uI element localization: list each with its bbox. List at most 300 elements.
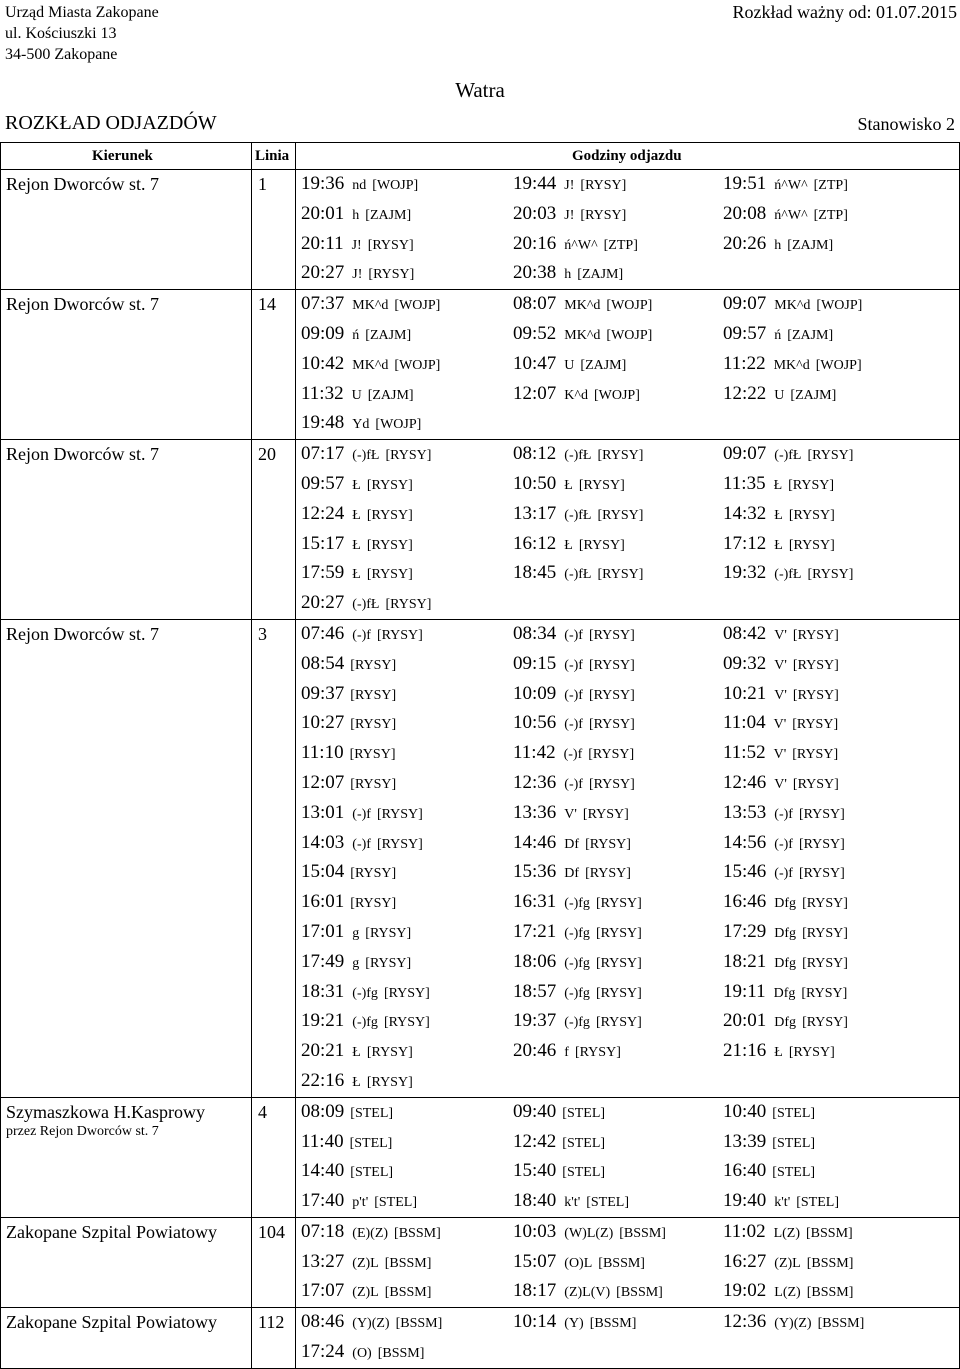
operator-code: [STEL] bbox=[562, 1135, 606, 1151]
departure-time: 19:32 bbox=[723, 562, 767, 584]
departure-time: 20:27 bbox=[301, 262, 345, 284]
operator-code: [RYSY] bbox=[350, 866, 397, 882]
departure-time: 16:27 bbox=[723, 1250, 767, 1272]
departure-row bbox=[0, 948, 960, 978]
departure-marks: ń^W^ bbox=[774, 207, 808, 223]
departure bbox=[513, 1040, 621, 1064]
departure-time: 16:40 bbox=[723, 1160, 767, 1182]
departure-marks: g bbox=[352, 955, 360, 971]
operator-code: [RYSY] bbox=[588, 627, 635, 643]
departure-marks: Df bbox=[564, 866, 580, 882]
operator-code: [RYSY] bbox=[792, 657, 839, 673]
departure-time: 20:46 bbox=[513, 1040, 557, 1062]
departure-marks: ń^W^ bbox=[564, 237, 598, 253]
departure-time: 19:02 bbox=[723, 1280, 767, 1302]
operator-code: [ZTP] bbox=[813, 207, 848, 223]
departure-marks: (O)L bbox=[564, 1255, 593, 1271]
operator-code: [RYSY] bbox=[365, 955, 412, 971]
departure bbox=[513, 233, 638, 257]
departure-time: 11:22 bbox=[723, 352, 766, 374]
route-group bbox=[0, 1308, 960, 1369]
departure-row bbox=[0, 589, 960, 619]
operator-code: [WOJP] bbox=[606, 298, 653, 314]
operator-code: [ZAJM] bbox=[577, 267, 624, 283]
departure-marks: (-)f bbox=[352, 836, 371, 852]
operator-code: [STEL] bbox=[374, 1195, 417, 1211]
operator-code: [WOJP] bbox=[372, 178, 419, 193]
route-direction: Rejon Dworców st. 7 bbox=[6, 444, 159, 465]
departure-time: 20:03 bbox=[513, 202, 557, 224]
departure-time: 13:27 bbox=[301, 1250, 345, 1272]
operator-code: [BSSM] bbox=[377, 1346, 425, 1362]
operator-code: [RYSY] bbox=[350, 896, 397, 912]
route-direction: Rejon Dworców st. 7 bbox=[6, 174, 159, 194]
departure-marks: L(Z) bbox=[774, 1285, 801, 1301]
operator-code: [RYSY] bbox=[798, 836, 845, 852]
departure-time: 12:07 bbox=[301, 771, 345, 793]
departure-marks: (Z)L bbox=[774, 1255, 801, 1271]
operator-code: [ZAJM] bbox=[367, 387, 414, 403]
departure-marks: K^d bbox=[564, 387, 588, 403]
departure-row bbox=[0, 709, 960, 739]
departure-time: 13:53 bbox=[723, 801, 767, 823]
departure bbox=[513, 683, 635, 707]
departure bbox=[301, 1010, 430, 1034]
departure bbox=[513, 981, 642, 1005]
operator-code: [RYSY] bbox=[588, 747, 635, 763]
line-number: 104 bbox=[258, 1221, 285, 1242]
departure bbox=[723, 861, 845, 885]
operator-code: [RYSY] bbox=[595, 985, 642, 1001]
departure bbox=[723, 1190, 839, 1214]
departure bbox=[513, 742, 634, 766]
departure bbox=[301, 473, 413, 497]
departure-time: 09:15 bbox=[513, 652, 557, 674]
departure bbox=[513, 323, 652, 347]
operator-code: [RYSY] bbox=[792, 687, 839, 703]
departure bbox=[723, 1251, 853, 1275]
departure-marks: (Y)(Z) bbox=[352, 1316, 390, 1332]
departure-marks: V' bbox=[773, 747, 787, 763]
departure-marks: h bbox=[352, 207, 360, 223]
departure-marks: ń bbox=[352, 327, 360, 343]
departure bbox=[513, 353, 626, 377]
departure-time: 08:09 bbox=[301, 1100, 345, 1122]
departure-time: 17:59 bbox=[301, 562, 345, 584]
departure-marks: (-)fg bbox=[352, 985, 378, 1001]
departure-marks: Ł bbox=[352, 1074, 361, 1090]
operator-code: [RYSY] bbox=[349, 747, 396, 763]
departure-marks: MK^d bbox=[774, 298, 811, 314]
departure-time: 15:46 bbox=[723, 861, 767, 883]
route-direction: Rejon Dworców st. 7 bbox=[6, 294, 159, 315]
departure bbox=[723, 562, 853, 586]
departure-marks: Ł bbox=[352, 537, 361, 553]
operator-code: [RYSY] bbox=[807, 567, 854, 583]
departure-time: 14:32 bbox=[723, 502, 767, 524]
departure bbox=[513, 533, 625, 557]
departure-row bbox=[0, 1098, 960, 1128]
operator-code: [RYSY] bbox=[802, 1015, 848, 1031]
departure bbox=[301, 712, 396, 736]
departure-marks: Dfg bbox=[774, 955, 797, 971]
departure bbox=[513, 293, 652, 317]
departure-time: 15:04 bbox=[301, 861, 345, 883]
departure-time: 10:40 bbox=[723, 1100, 767, 1122]
line-number: 1 bbox=[258, 174, 267, 194]
departure bbox=[513, 203, 626, 227]
operator-code: [RYSY] bbox=[792, 747, 839, 763]
departure-marks: (E)(Z) bbox=[352, 1225, 389, 1241]
departure-marks: (-)f bbox=[564, 776, 583, 792]
departure-marks: (-)fŁ bbox=[774, 567, 802, 583]
departure-time: 14:46 bbox=[513, 831, 557, 853]
operator-code: [BSSM] bbox=[395, 1316, 443, 1332]
departure-time: 20:11 bbox=[301, 232, 344, 254]
departure bbox=[513, 1280, 663, 1304]
departure-row bbox=[0, 1338, 960, 1368]
departure bbox=[723, 802, 845, 826]
operator-code: [STEL] bbox=[796, 1195, 839, 1211]
operator-code: [RYSY] bbox=[350, 776, 397, 792]
operator-code: [STEL] bbox=[350, 1165, 394, 1181]
office-street: ul. Kościuszki 13 bbox=[5, 25, 117, 42]
departure-row bbox=[0, 1277, 960, 1307]
departure-marks: Ł bbox=[773, 477, 783, 493]
departure bbox=[513, 503, 643, 527]
departure-time: 19:21 bbox=[301, 1010, 345, 1032]
route-via: przez Rejon Dworców st. 7 bbox=[6, 1123, 159, 1139]
departure-time: 11:42 bbox=[513, 742, 556, 764]
departure-time: 11:32 bbox=[301, 382, 344, 404]
departure-time: 18:45 bbox=[513, 562, 557, 584]
departure bbox=[513, 262, 623, 286]
departure bbox=[723, 772, 839, 796]
departure bbox=[301, 592, 431, 616]
departure-marks: (Z)L bbox=[352, 1255, 379, 1271]
departure-time: 14:03 bbox=[301, 831, 345, 853]
departure bbox=[301, 323, 411, 347]
departure bbox=[301, 861, 396, 885]
departure-row bbox=[0, 858, 960, 888]
departure-time: 08:34 bbox=[513, 622, 557, 644]
departure bbox=[301, 951, 411, 975]
departure-row bbox=[0, 559, 960, 589]
departure-time: 20:16 bbox=[513, 232, 557, 254]
operator-code: [RYSY] bbox=[802, 955, 848, 971]
operator-code: [RYSY] bbox=[788, 1045, 835, 1061]
departure-time: 20:08 bbox=[723, 202, 767, 224]
departure-time: 19:44 bbox=[513, 173, 557, 194]
operator-code: [RYSY] bbox=[365, 925, 412, 941]
route-direction: Zakopane Szpital Powiatowy bbox=[6, 1312, 217, 1333]
departure-marks: (-)f bbox=[564, 627, 583, 643]
departure-marks: (-)f bbox=[352, 627, 371, 643]
operator-code: [RYSY] bbox=[580, 178, 627, 193]
departure-time: 08:12 bbox=[513, 443, 557, 465]
departure-marks: (-)fg bbox=[352, 1015, 378, 1031]
operator-code: [RYSY] bbox=[595, 955, 642, 971]
departure-marks: (-)fŁ bbox=[564, 567, 592, 583]
departure-marks: U bbox=[351, 387, 362, 403]
line-number: 3 bbox=[258, 623, 267, 644]
operator-code: [RYSY] bbox=[595, 896, 642, 912]
departure-time: 17:40 bbox=[301, 1190, 345, 1212]
operator-code: [RYSY] bbox=[597, 567, 644, 583]
departure-marks: Ł bbox=[564, 477, 573, 493]
departure-time: 10:03 bbox=[513, 1220, 557, 1242]
operator-code: [RYSY] bbox=[595, 925, 642, 941]
line-number: 4 bbox=[258, 1101, 267, 1122]
departure-marks: (Y) bbox=[564, 1316, 584, 1332]
operator-code: [RYSY] bbox=[368, 267, 415, 283]
operator-code: [BSSM] bbox=[598, 1255, 645, 1271]
departure bbox=[723, 891, 848, 915]
departure-time: 17:12 bbox=[723, 532, 767, 554]
departure-time: 08:42 bbox=[723, 622, 767, 644]
operator-code: [RYSY] bbox=[350, 717, 397, 733]
departure-marks: Ł bbox=[774, 1045, 783, 1061]
operator-code: [RYSY] bbox=[578, 537, 625, 553]
departure-time: 18:31 bbox=[301, 980, 345, 1002]
operator-code: [ZAJM] bbox=[790, 387, 837, 403]
departure-time: 11:40 bbox=[301, 1130, 344, 1152]
departure-marks: (Z)L(V) bbox=[564, 1285, 611, 1301]
line-number: 14 bbox=[258, 294, 276, 315]
departure bbox=[513, 1010, 642, 1034]
operator-code: [RYSY] bbox=[580, 207, 627, 223]
departure bbox=[301, 891, 396, 915]
departure bbox=[723, 1010, 848, 1034]
departure-time: 14:40 bbox=[301, 1160, 345, 1182]
departure-marks: Ł bbox=[352, 567, 361, 583]
departure-marks: k't' bbox=[774, 1195, 791, 1211]
departure-marks: (-)fg bbox=[564, 985, 590, 1001]
departure-time: 18:57 bbox=[513, 980, 557, 1002]
departure-marks: (-)fŁ bbox=[352, 448, 380, 464]
operator-code: [RYSY] bbox=[588, 776, 635, 792]
operator-code: [ZAJM] bbox=[787, 237, 834, 253]
departure-marks: ń^W^ bbox=[774, 178, 808, 193]
departure-time: 09:57 bbox=[301, 472, 345, 494]
departure-marks: (Y)(Z) bbox=[774, 1316, 812, 1332]
departure bbox=[723, 473, 834, 497]
route-group bbox=[0, 1098, 960, 1218]
departure-marks: (-)fŁ bbox=[352, 597, 380, 613]
operator-code: [RYSY] bbox=[802, 896, 848, 912]
operator-code: [RYSY] bbox=[588, 717, 635, 733]
departure bbox=[723, 653, 839, 677]
departure-row bbox=[0, 1007, 960, 1037]
departure-marks: U bbox=[564, 357, 575, 373]
departure-row bbox=[0, 409, 960, 439]
departure-marks: Ł bbox=[564, 537, 573, 553]
departure-time: 12:36 bbox=[723, 1311, 767, 1333]
departure-marks: Ł bbox=[352, 507, 361, 523]
departure-time: 19:48 bbox=[301, 412, 345, 434]
departure bbox=[301, 1070, 413, 1094]
operator-code: [RYSY] bbox=[788, 537, 835, 553]
departure bbox=[301, 1341, 424, 1365]
operator-code: [RYSY] bbox=[802, 925, 848, 941]
departure-row bbox=[0, 620, 960, 650]
departure-marks: g bbox=[352, 925, 360, 941]
operator-code: [WOJP] bbox=[815, 357, 862, 373]
departure-marks: (-)fŁ bbox=[774, 448, 802, 464]
departure-marks: Dfg bbox=[774, 896, 797, 912]
departure-time: 09:09 bbox=[301, 322, 345, 344]
route-group bbox=[0, 620, 960, 1098]
departure-time: 09:07 bbox=[723, 293, 767, 315]
departure bbox=[301, 1280, 431, 1304]
departure-time: 18:17 bbox=[513, 1280, 557, 1302]
departure-marks: (-)fg bbox=[564, 925, 590, 941]
operator-code: [STEL] bbox=[772, 1135, 816, 1151]
departure bbox=[513, 383, 640, 407]
route-group bbox=[0, 290, 960, 440]
departure bbox=[301, 921, 411, 945]
departure-marks: (-)f bbox=[563, 747, 583, 763]
departure-time: 10:47 bbox=[513, 352, 557, 374]
departure-time: 09:40 bbox=[513, 1100, 557, 1122]
operator-code: [STEL] bbox=[772, 1105, 816, 1121]
departure-marks: V' bbox=[774, 776, 787, 792]
departure-time: 19:40 bbox=[723, 1190, 767, 1212]
departure-marks: (-)fŁ bbox=[564, 448, 592, 464]
departure bbox=[301, 412, 421, 436]
departure bbox=[723, 921, 848, 945]
departure-row bbox=[0, 829, 960, 859]
departure bbox=[723, 832, 845, 856]
header-line: Linia bbox=[255, 148, 290, 164]
departure-time: 20:38 bbox=[513, 262, 557, 284]
departure bbox=[301, 653, 396, 677]
departure-time: 08:46 bbox=[301, 1311, 345, 1333]
departure-row bbox=[0, 530, 960, 560]
operator-code: [RYSY] bbox=[798, 866, 845, 882]
departure-row bbox=[0, 799, 960, 829]
departure bbox=[513, 832, 631, 856]
departure-row bbox=[0, 470, 960, 500]
departure-marks: ń bbox=[774, 327, 782, 343]
departure-time: 20:27 bbox=[301, 592, 345, 614]
operator-code: [WOJP] bbox=[606, 327, 653, 343]
departure-marks: L(Z) bbox=[773, 1225, 801, 1241]
operator-code: [RYSY] bbox=[350, 687, 397, 703]
departure-marks: Df bbox=[564, 836, 580, 852]
departure bbox=[301, 353, 440, 377]
departure-row bbox=[0, 739, 960, 769]
departure-time: 10:50 bbox=[513, 472, 557, 494]
departure-time: 17:07 bbox=[301, 1280, 345, 1302]
operator-code: [RYSY] bbox=[366, 1045, 413, 1061]
departure bbox=[513, 772, 635, 796]
operator-code: [BSSM] bbox=[817, 1316, 865, 1332]
operator-code: [RYSY] bbox=[366, 537, 413, 553]
route-direction: Rejon Dworców st. 7 bbox=[6, 623, 159, 644]
operator-code: [BSSM] bbox=[806, 1255, 854, 1271]
office-name: Urząd Miasta Zakopane bbox=[5, 4, 159, 21]
departure-time: 17:21 bbox=[513, 920, 557, 942]
departure-time: 18:40 bbox=[513, 1190, 557, 1212]
operator-code: [RYSY] bbox=[788, 507, 835, 523]
departure-time: 20:21 bbox=[301, 1040, 345, 1062]
stop-name: Watra bbox=[455, 78, 505, 102]
departure-time: 11:02 bbox=[723, 1220, 766, 1242]
departure bbox=[723, 683, 839, 707]
route-direction: Szymaszkowa H.Kasprowy bbox=[6, 1101, 205, 1122]
departure bbox=[513, 1251, 645, 1275]
departure-row bbox=[0, 200, 960, 230]
table-header bbox=[0, 142, 960, 170]
departure bbox=[513, 712, 635, 736]
operator-code: [RYSY] bbox=[788, 477, 835, 493]
departure bbox=[723, 712, 838, 736]
departure-marks: Dfg bbox=[773, 985, 796, 1001]
departure-row bbox=[0, 500, 960, 530]
departure-time: 21:16 bbox=[723, 1040, 767, 1062]
departure-marks: J! bbox=[352, 267, 363, 283]
departure-time: 12:22 bbox=[723, 382, 767, 404]
operator-code: [RYSY] bbox=[574, 1045, 621, 1061]
operator-code: [RYSY] bbox=[376, 627, 423, 643]
departure-time: 15:07 bbox=[513, 1250, 557, 1272]
departure-time: 11:35 bbox=[723, 472, 766, 494]
departure-marks: MK^d bbox=[773, 357, 810, 373]
departure bbox=[723, 951, 848, 975]
operator-code: [RYSY] bbox=[807, 448, 854, 464]
departure-marks: MK^d bbox=[564, 298, 601, 314]
route-direction: Zakopane Szpital Powiatowy bbox=[6, 1221, 217, 1242]
departure bbox=[301, 772, 396, 796]
departure bbox=[723, 383, 836, 407]
departure bbox=[301, 383, 414, 407]
departure-row bbox=[0, 1187, 960, 1217]
operator-code: [BSSM] bbox=[394, 1225, 441, 1241]
departure-row bbox=[0, 1067, 960, 1097]
departure-row bbox=[0, 350, 960, 380]
operator-code: [WOJP] bbox=[593, 387, 640, 403]
departure bbox=[301, 1221, 441, 1245]
operator-code: [STEL] bbox=[586, 1195, 629, 1211]
operator-code: [WOJP] bbox=[394, 357, 441, 373]
departure bbox=[301, 1190, 417, 1214]
operator-code: [BSSM] bbox=[384, 1285, 432, 1301]
departure-row bbox=[0, 230, 960, 260]
operator-code: [RYSY] bbox=[801, 985, 848, 1001]
departure bbox=[513, 921, 642, 945]
departure-marks: (-)fŁ bbox=[564, 507, 592, 523]
valid-from: Rozkład ważny od: 01.07.2015 bbox=[732, 2, 957, 22]
departure-row bbox=[0, 320, 960, 350]
operator-code: [RYSY] bbox=[792, 776, 839, 792]
departure bbox=[301, 1160, 393, 1184]
departure-time: 19:36 bbox=[301, 173, 345, 194]
departure-marks: (Z)L bbox=[352, 1285, 379, 1301]
departure-row bbox=[0, 259, 960, 289]
departure-marks: MK^d bbox=[352, 357, 389, 373]
departure-time: 15:40 bbox=[513, 1160, 557, 1182]
departure-time: 12:46 bbox=[723, 771, 767, 793]
departure bbox=[513, 802, 629, 826]
operator-code: [ZAJM] bbox=[580, 357, 627, 373]
operator-code: [STEL] bbox=[350, 1105, 394, 1121]
departure-marks: (-)f bbox=[774, 836, 793, 852]
departure-row bbox=[0, 769, 960, 799]
departure-time: 08:07 bbox=[513, 293, 557, 315]
departure bbox=[301, 203, 411, 227]
departure-marks: h bbox=[774, 237, 782, 253]
